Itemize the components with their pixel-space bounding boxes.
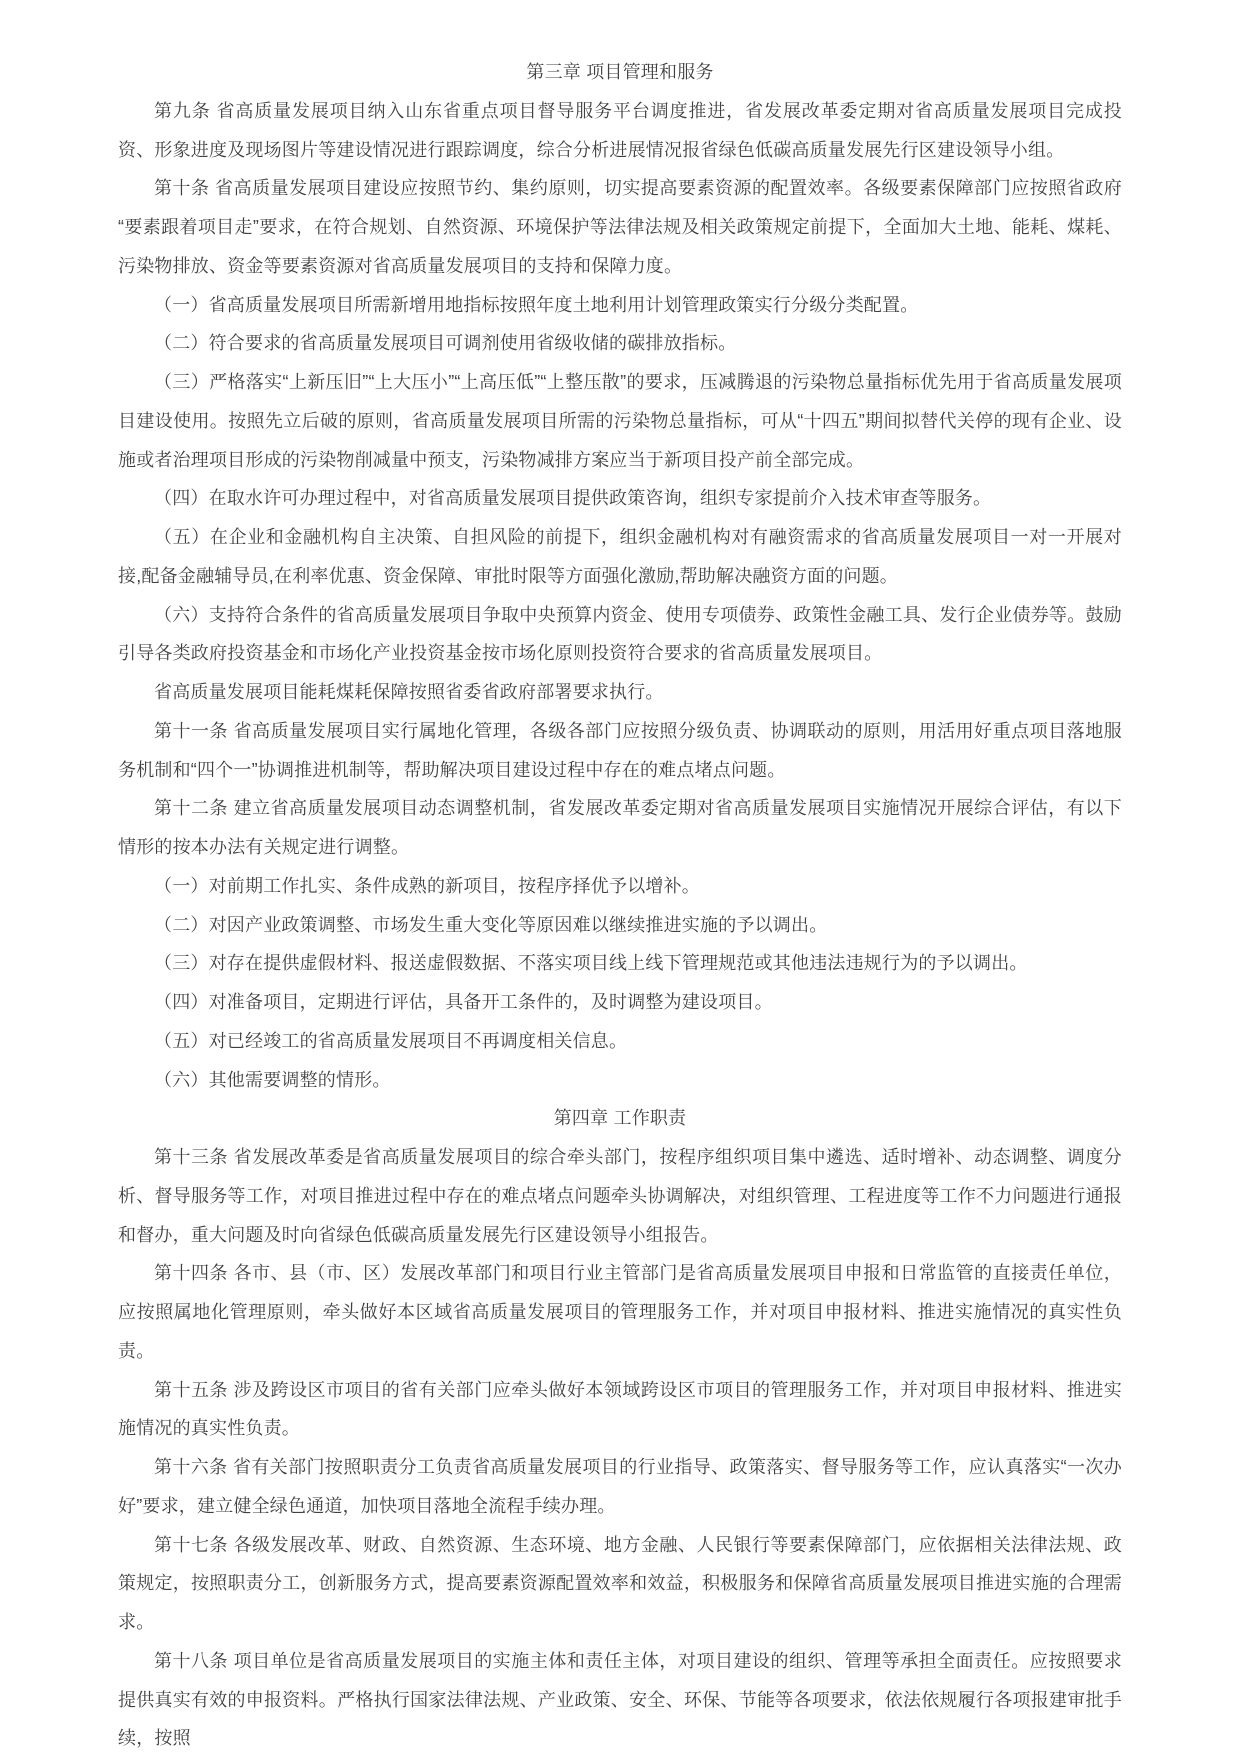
paragraph-article-13: 第十三条 省发展改革委是省高质量发展项目的综合牵头部门，按程序组织项目集中遴选、适时增补、动态调整、调度分析、督导服务等工作，对项目推进过程中存在的难点堵点问题牵头协调解决，对组织管理、工程进度等工作不力问题进行通报和督办，重大问题及时向省绿色低碳高质量发展先行区建设领导小组报告。 bbox=[118, 1147, 1122, 1245]
paragraph-item-3: （三）严格落实“上新压旧”“上大压小”“上高压低”“上整压散”的要求，压减腾退的污染物总量指标优先用于省高质量发展项目建设使用。按照先立后破的原则，省高质量发展项目所需的污染物总量指标，可从“十四五”期间拟替代关停的现有企业、设施或者治理项目形成的污染物削减量中预支，污染物减排方案应当于新项目投产前全部完成。 bbox=[118, 372, 1122, 470]
paragraph-article-14: 第十四条 各市、县（市、区）发展改革部门和项目行业主管部门是省高质量发展项目申报和日常监管的直接责任单位，应按照属地化管理原则，牵头做好本区域省高质量发展项目的管理服务工作，并对项目申报材料、推进实施情况的真实性负责。 bbox=[118, 1263, 1122, 1361]
paragraph-article-10: 第十条 省高质量发展项目建设应按照节约、集约原则，切实提高要素资源的配置效率。各级要素保障部门应按照省政府“要素跟着项目走”要求，在符合规划、自然资源、环境保护等法律法规及相关政策规定前提下，全面加大土地、能耗、煤耗、污染物排放、资金等要素资源对省高质量发展项目的支持和保障力度。 bbox=[118, 178, 1122, 276]
paragraph-adjust-item-3: （三）对存在提供虚假材料、报送虚假数据、不落实项目线上线下管理规范或其他违法违规行为的予以调出。 bbox=[154, 953, 1028, 974]
paragraph-article-11: 第十一条 省高质量发展项目实行属地化管理，各级各部门应按照分级负责、协调联动的原则，用活用好重点项目落地服务机制和“四个一”协调推进机制等，帮助解决项目建设过程中存在的难点堵点问题。 bbox=[118, 720, 1122, 780]
paragraph-item-4: （四）在取水许可办理过程中，对省高质量发展项目提供政策咨询，组织专家提前介入技术审查等服务。 bbox=[154, 488, 992, 509]
paragraph-item-1: （一）省高质量发展项目所需新增用地指标按照年度土地利用计划管理政策实行分级分类配置。 bbox=[154, 294, 919, 315]
paragraph-article-17: 第十七条 各级发展改革、财政、自然资源、生态环境、地方金融、人民银行等要素保障部门，应依据相关法律法规、政策规定，按照职责分工，创新服务方式，提高要素资源配置效率和效益，积极服务和保障省高质量发展项目推进实施的合理需求。 bbox=[118, 1534, 1122, 1632]
paragraph-adjust-item-6: （六）其他需要调整的情形。 bbox=[154, 1069, 391, 1090]
chapter-3-heading: 第三章 项目管理和服务 bbox=[526, 62, 714, 82]
paragraph-energy-note: 省高质量发展项目能耗煤耗保障按照省委省政府部署要求执行。 bbox=[154, 682, 664, 702]
paragraph-article-9: 第九条 省高质量发展项目纳入山东省重点项目督导服务平台调度推进，省发展改革委定期对省高质量发展项目完成投资、形象进度及现场图片等建设情况进行跟踪调度，综合分析进展情况报省绿色低碳高质量发展先行区建设领导小组。 bbox=[118, 100, 1122, 160]
paragraph-adjust-item-5: （五）对已经竣工的省高质量发展项目不再调度相关信息。 bbox=[154, 1030, 628, 1051]
paragraph-article-15: 第十五条 涉及跨设区市项目的省有关部门应牵头做好本领域跨设区市项目的管理服务工作，并对项目申报材料、推进实施情况的真实性负责。 bbox=[118, 1379, 1122, 1439]
paragraph-adjust-item-4: （四）对准备项目，定期进行评估，具备开工条件的，及时调整为建设项目。 bbox=[154, 992, 773, 1012]
paragraph-adjust-item-2: （二）对因产业政策调整、市场发生重大变化等原因难以继续推进实施的予以调出。 bbox=[154, 914, 828, 935]
paragraph-item-5: （五）在企业和金融机构自主决策、自担风险的前提下，组织金融机构对有融资需求的省高质量发展项目一对一开展对接,配备金融辅导员,在利率优惠、资金保障、审批时限等方面强化激励,帮助解决融资方面的问题。 bbox=[118, 527, 1122, 586]
chapter-4-heading: 第四章 工作职责 bbox=[553, 1108, 687, 1129]
paragraph-adjust-item-1: （一）对前期工作扎实、条件成熟的新项目，按程序择优予以增补。 bbox=[154, 875, 700, 896]
paragraph-item-6: （六）支持符合条件的省高质量发展项目争取中央预算内资金、使用专项债券、政策性金融工具、发行企业债券等。鼓励引导各类政府投资基金和市场化产业投资基金按市场化原则投资符合要求的省高质量发展项目。 bbox=[118, 604, 1122, 664]
paragraph-article-12: 第十二条 建立省高质量发展项目动态调整机制，省发展改革委定期对省高质量发展项目实施情况开展综合评估，有以下情形的按本办法有关规定进行调整。 bbox=[118, 798, 1122, 857]
paragraph-item-2: （二）符合要求的省高质量发展项目可调剂使用省级收储的碳排放指标。 bbox=[154, 333, 737, 354]
paragraph-article-16: 第十六条 省有关部门按照职责分工负责省高质量发展项目的行业指导、政策落实、督导服务等工作，应认真落实“一次办好”要求，建立健全绿色通道，加快项目落地全流程手续办理。 bbox=[118, 1457, 1122, 1516]
paragraph-article-18: 第十八条 项目单位是省高质量发展项目的实施主体和责任主体，对项目建设的组织、管理等承担全面责任。应按照要求提供真实有效的申报资料。严格执行国家法律法规、产业政策、安全、环保、节能等各项要求，依法依规履行各项报建审批手续，按照 bbox=[118, 1650, 1122, 1749]
